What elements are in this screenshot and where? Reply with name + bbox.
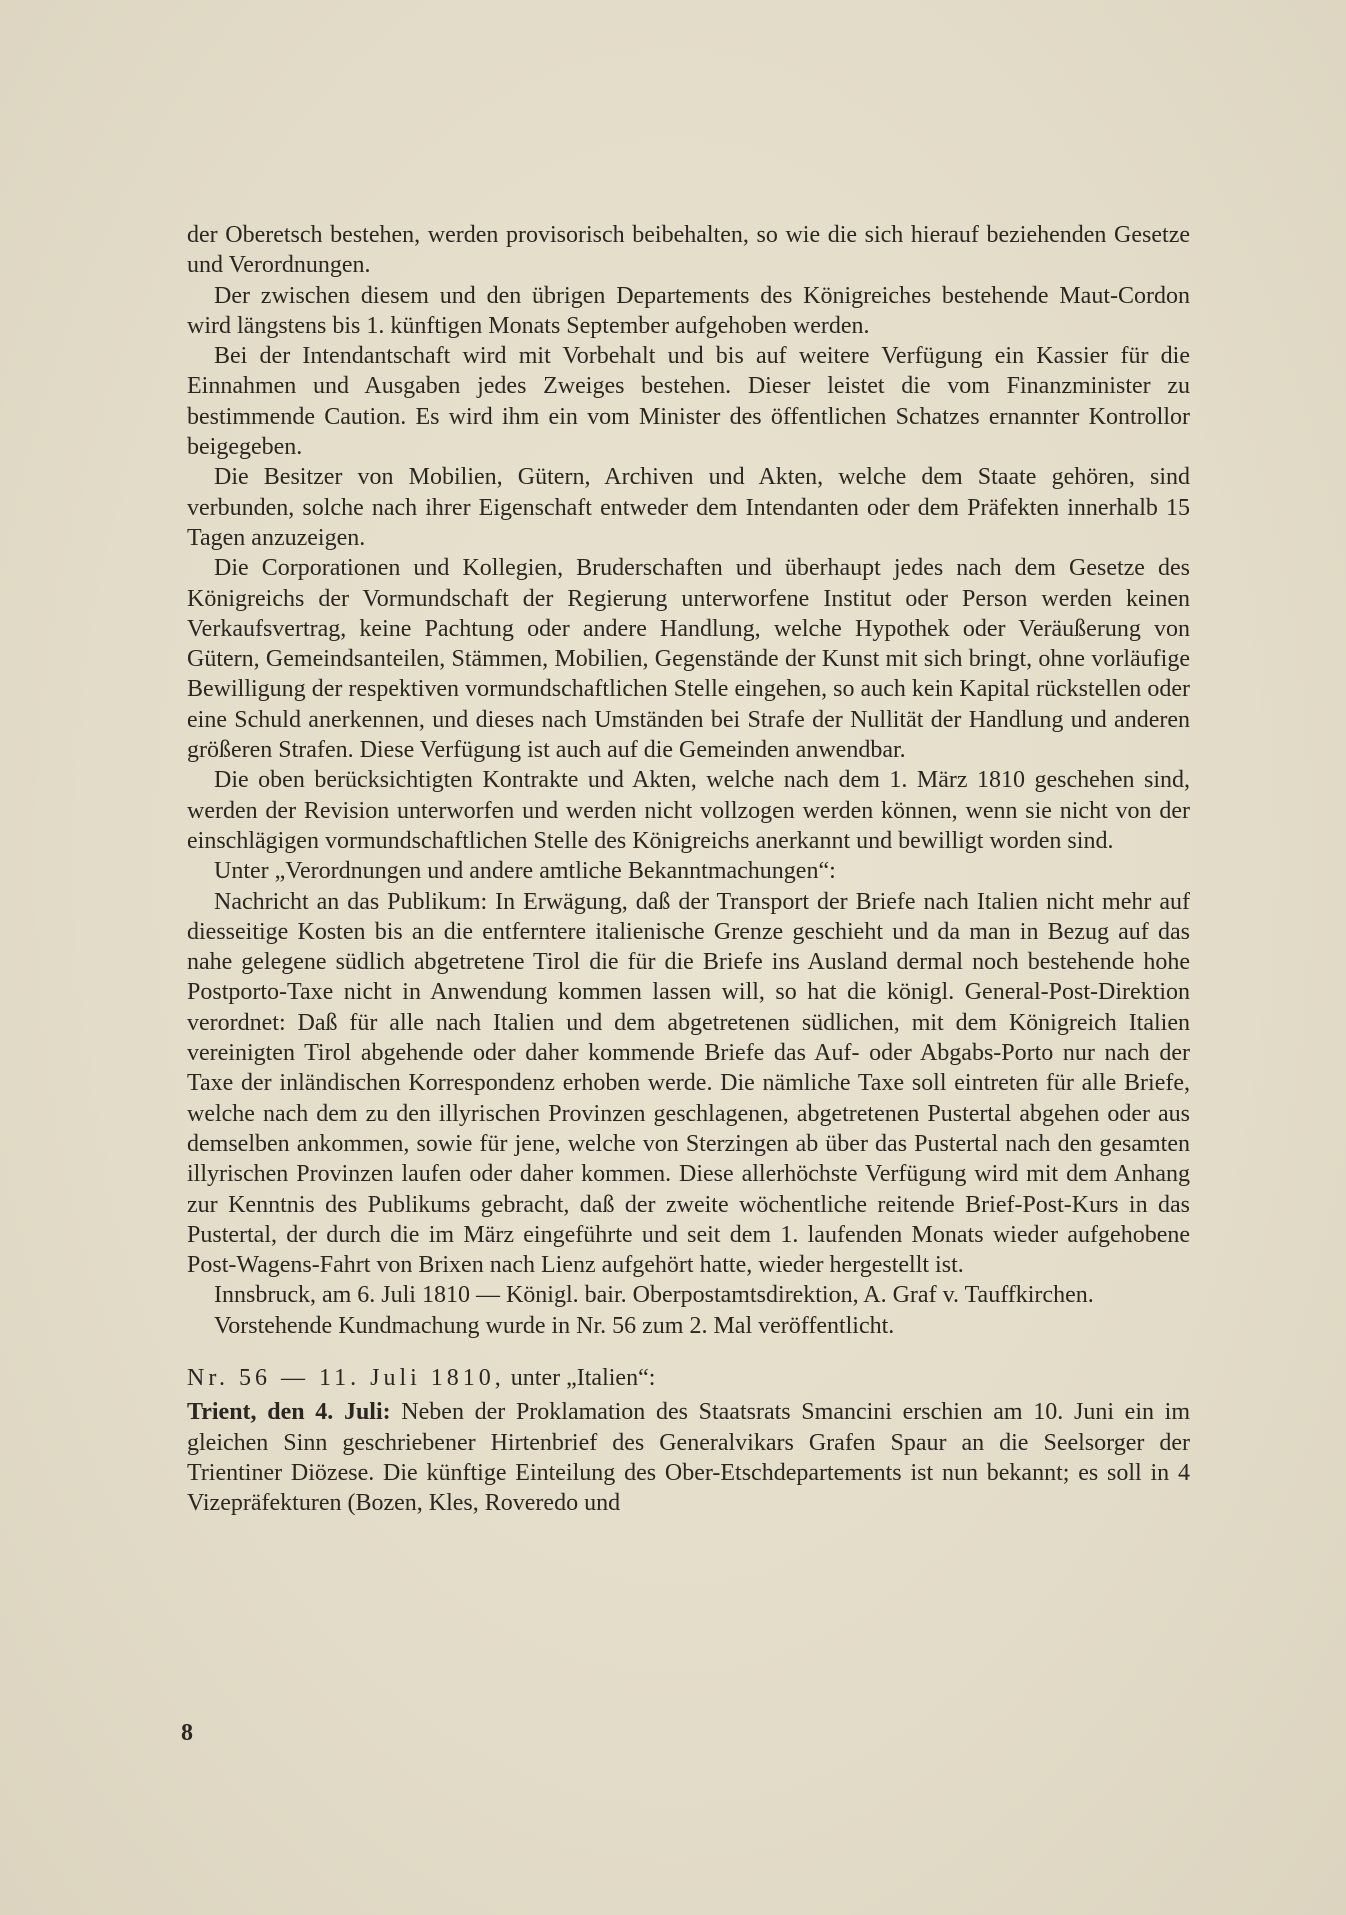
paragraph: der Oberetsch bestehen, werden provisorisch beibehalten, so wie die sich hierauf beziehenden Gesetze und Verordnungen.: [187, 222, 1190, 279]
paragraph: Die oben berücksichtigten Kontrakte und Akten, welche nach dem 1. März 1810 geschehen sind, werden der Revision unterworfen und werden nicht vollzogen werden können, wenn sie nicht von der einschlägigen vormundschaftlichen Stelle des Königreichs anerkannt und bewilligt worden sind.: [187, 767, 1190, 854]
section-heading: [187, 1363, 1190, 1393]
section-paragraph: [187, 1397, 1190, 1518]
section-heading-issue: Nr. 56 — 11. Juli 1810,: [187, 1364, 505, 1391]
paragraph: Innsbruck, am 6. Juli 1810 — Königl. bair. Oberpostamtsdirektion, A. Graf v. Tauffkirchen.: [214, 1282, 1094, 1309]
section-body: Neben der Proklamation des Staatsrats Smancini erschien am 10. Juni ein im gleichen Sinn geschriebener Hirtenbrief des Generalvikars Grafen Spaur an die Seelsorger der Trientiner Diözese. Die künftige Einteilung des Ober-Etschdepartements ist nun bekannt; es soll in 4 Vizepräfekturen (Bozen, Kles, Roveredo und: [187, 1399, 1191, 1517]
paragraph: Vorstehende Kundmachung wurde in Nr. 56 zum 2. Mal veröffentlicht.: [214, 1312, 895, 1339]
paragraph: Bei der Intendantschaft wird mit Vorbehalt und bis auf weitere Verfügung ein Kassier für die Einnahmen und Ausgaben jedes Zweiges bestehen. Dieser leistet die vom Finanzminister zu bestimmende Caution. Es wird ihm ein vom Minister des öffentlichen Schatzes ernannter Kontrollor beigegeben.: [187, 343, 1190, 461]
paragraph: Nachricht an das Publikum: In Erwägung, daß der Transport der Briefe nach Italien nicht mehr auf diesseitige Kosten bis an die entferntere italienische Grenze geschieht und da man in Bezug auf das nahe gelegene südlich abgetretene Tirol die für die Briefe ins Ausland dermal noch bestehende hohe Postporto-Taxe nicht in Anwendung kommen lassen will, so hat die königl. General-Post-Direktion verordnet: Daß für alle nach Italien und dem abgetretenen südlichen, mit dem Königreich Italien vereinigten Tirol abgehende oder daher kommende Briefe das Auf- oder Abgabs-Porto nur nach der Taxe der inländischen Korrespondenz erhoben werde. Die nämliche Taxe soll eintreten für alle Briefe, welche nach dem zu den illyrischen Provinzen geschlagenen, abgetretenen Pustertal abgehen oder aus demselben ankommen, sowie für jene, welche von Sterzingen ab über das Pustertal nach den gesamten illyrischen Provinzen laufen oder daher kommen. Diese allerhöchste Verfügung wird mit dem Anhang zur Kenntnis des Publikums gebracht, daß der zweite wöchentliche reitende Brief-Post-Kurs in das Pustertal, der durch die im März eingeführte und seit dem 1. laufenden Monats wieder aufgehobene Post-Wagens-Fahrt von Brixen nach Lienz aufgehört hatte, wieder hergestellt ist.: [187, 888, 1190, 1279]
page-number: 8: [181, 1720, 193, 1746]
paragraph: Unter „Verordnungen und andere amtliche Bekanntmachungen“:: [214, 858, 836, 885]
paragraph: Die Corporationen und Kollegien, Bruderschaften und überhaupt jedes nach dem Gesetze des Königreichs der Vormundschaft der Regierung unterworfene Institut oder Person werden keinen Verkaufsvertrag, keine Pachtung oder andere Handlung, welche Hypothek oder Veräußerung von Gütern, Gemeindsanteilen, Stämmen, Mobilien, Gegenstände der Kunst mit sich bringt, ohne vorläufige Bewilligung der respektiven vormundschaftlichen Stelle eingehen, so auch kein Kapital rückstellen oder eine Schuld anerkennen, und dieses nach Umständen bei Strafe der Nullität der Handlung und anderen größeren Strafen. Diese Verfügung ist auch auf die Gemeinden anwendbar.: [187, 555, 1190, 764]
dateline: Trient, den 4. Juli:: [187, 1399, 391, 1426]
paragraph: Der zwischen diesem und den übrigen Departements des Königreiches bestehende Maut-Cordon wird längstens bis 1. künftigen Monats September aufgehoben werden.: [187, 282, 1190, 339]
section-heading-rest: unter „Italien“:: [504, 1364, 656, 1391]
body-text: [187, 220, 1190, 1518]
paragraph: Die Besitzer von Mobilien, Gütern, Archiven und Akten, welche dem Staate gehören, sind verbunden, solche nach ihrer Eigenschaft entweder dem Intendanten oder dem Präfekten innerhalb 15 Tagen anzuzeigen.: [187, 464, 1190, 551]
